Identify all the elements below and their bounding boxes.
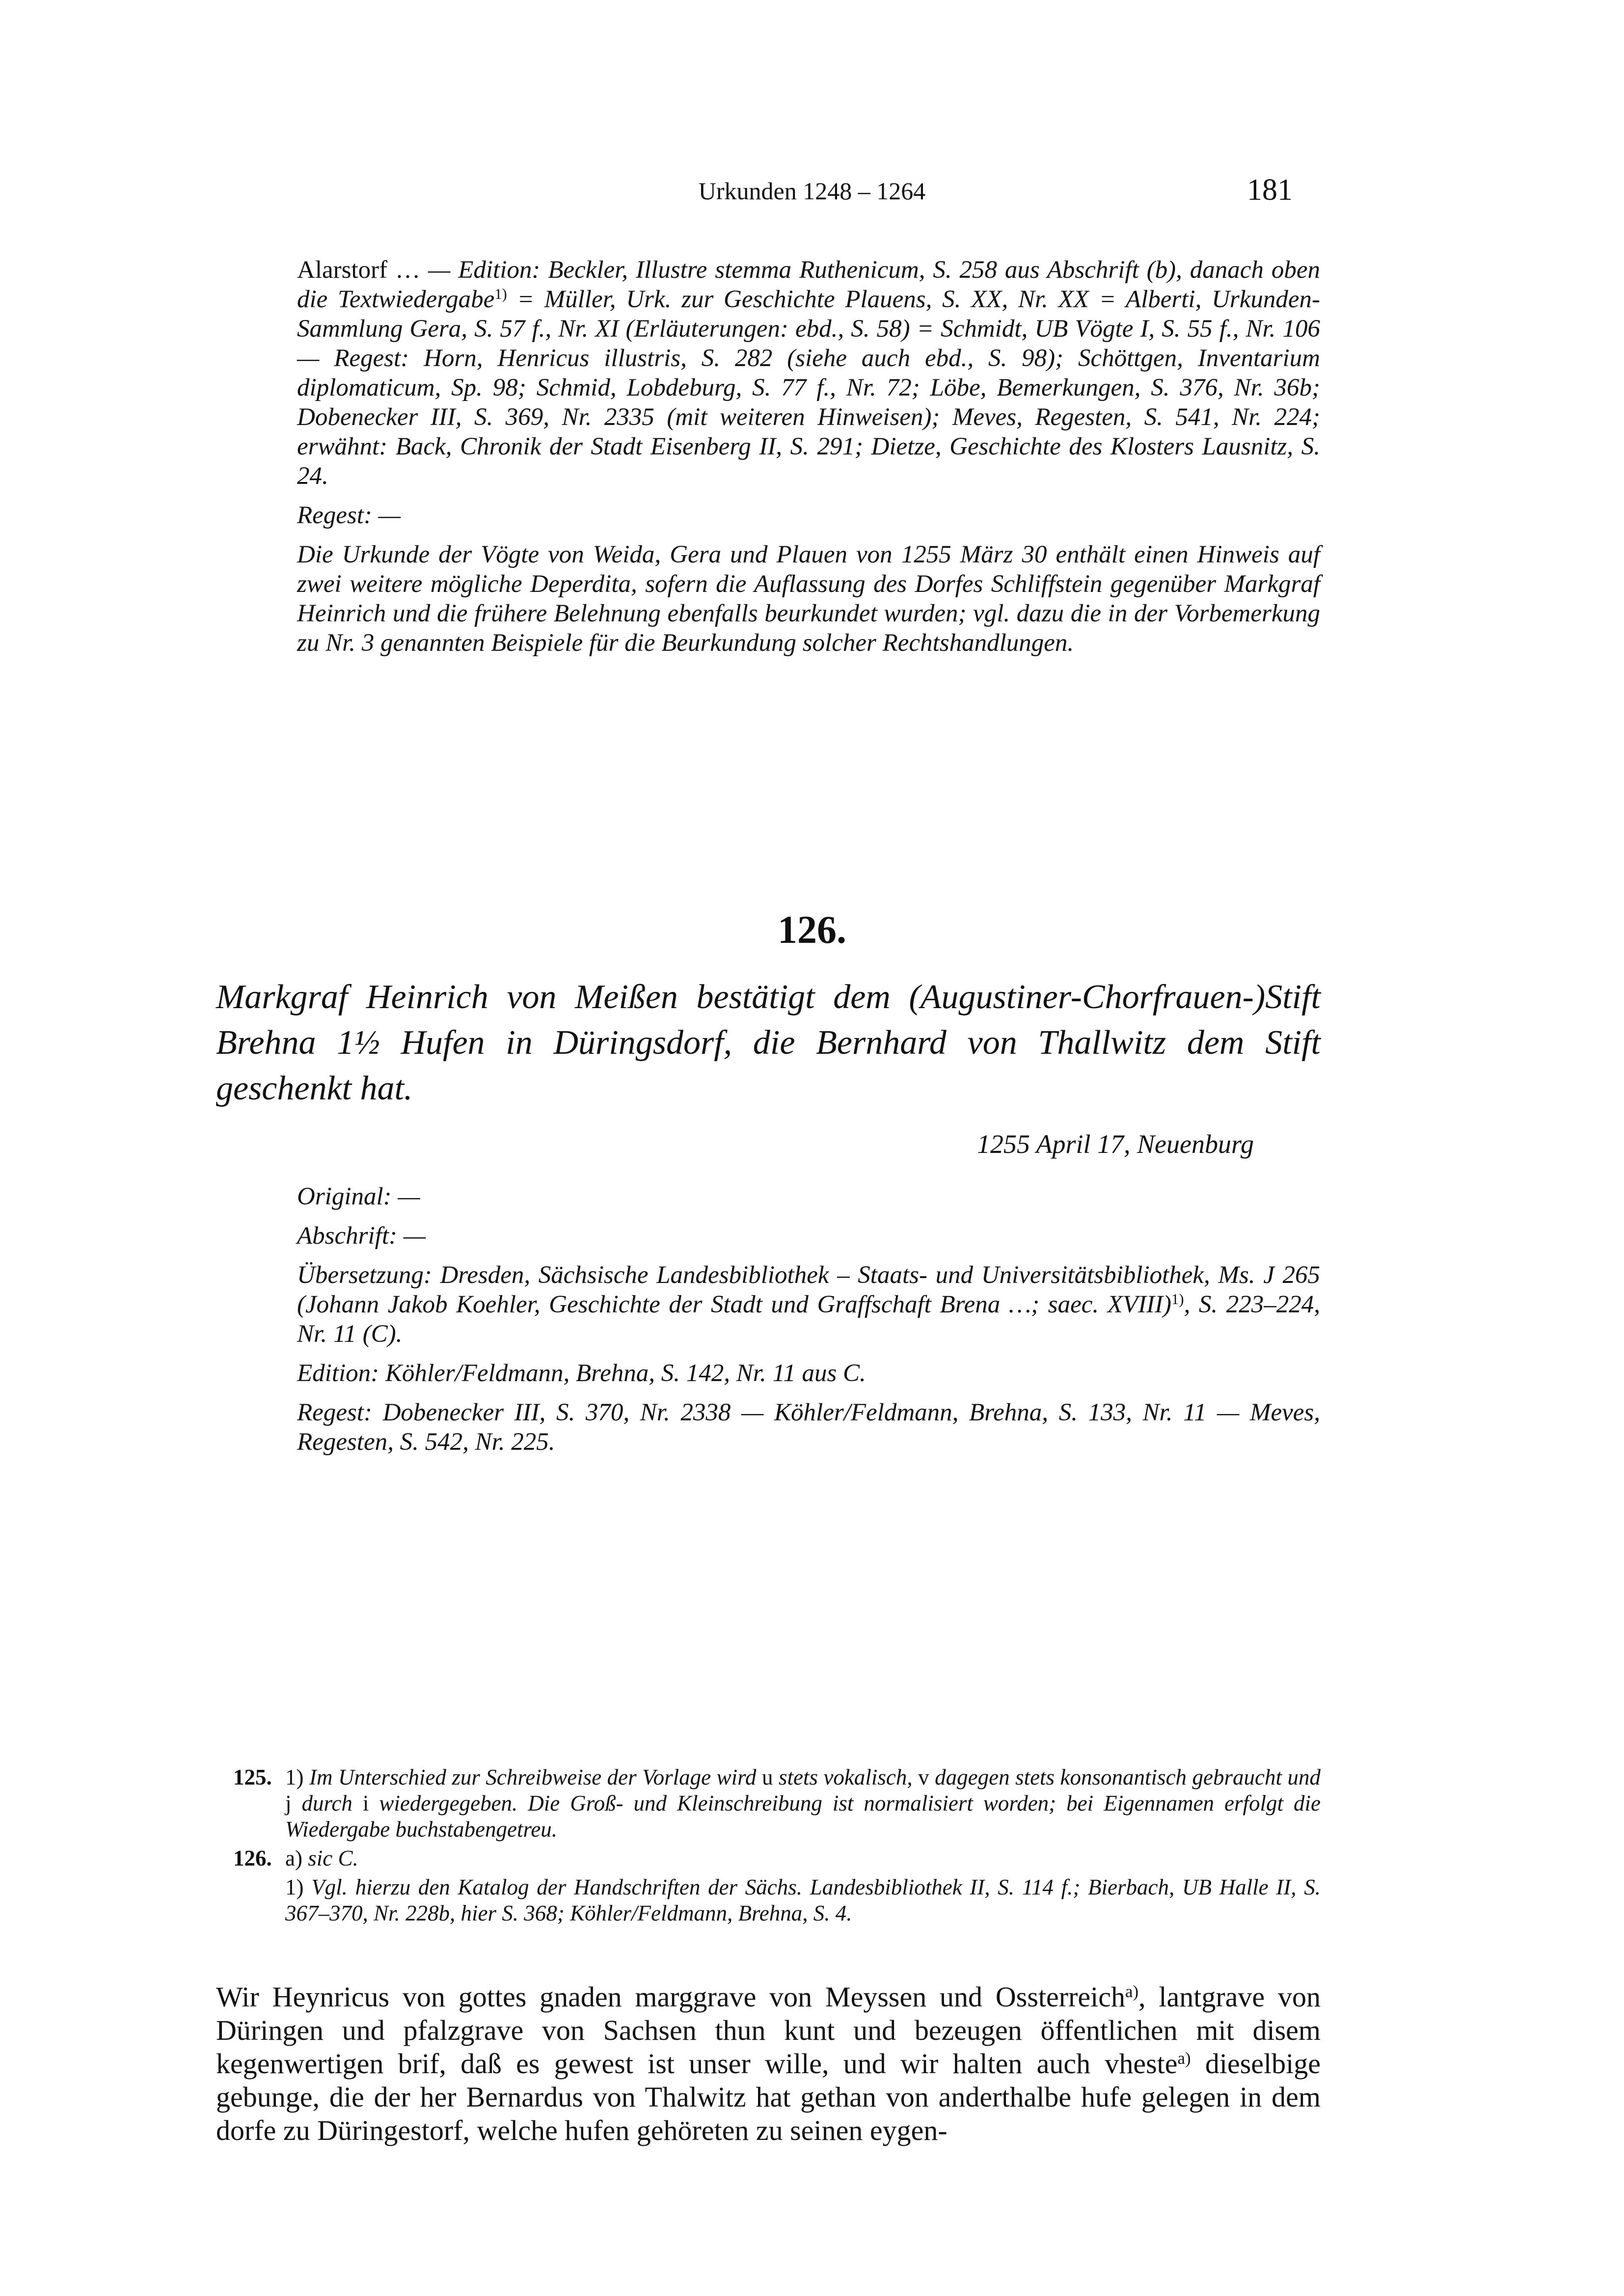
footnote-text-part: v [918,1765,929,1789]
footnote-text-part: Vgl. hierzu den Katalog der Handschriften der Sächs. Landesbibliothek II, S. 114 f.; Bierbach, UB Halle II, S. 367–370, Nr. 228b, hier S. 368; Köhler/Feldmann, Brehna, S. 4. [285,1875,1321,1925]
previous-entry-lead: Alarstorf … [297,256,421,284]
footnote-text-part: sic C. [308,1846,358,1870]
previous-entry-commentary: Die Urkunde der Vögte von Weida, Gera und Plauen von 1255 März 30 enthält einen Hinweis auf zwei weitere mögliche Deperdita, sofern die Auflassung des Dorfes Schliffstein gegenüber Markgraf Heinrich und die frühere Belehnung ebenfalls beurkundet wurden; vgl. dazu die in der Vorbemerkung zu Nr. 3 genannten Beispiele für die Beurkundung solcher Rechtshandlungen. [297,541,1320,657]
footnote-text-part: stets vokalisch, [773,1765,919,1789]
footnote-marker: 1) [285,1875,312,1899]
footnote-text-part: j [285,1791,292,1815]
footnote-text-part: durch [291,1791,363,1815]
document-number: 126. [778,908,846,952]
original-line: Original: — [297,1183,420,1210]
footnote-entry-number: 126. [233,1846,272,1870]
footnote-marker: a) [285,1846,308,1870]
page-number: 181 [1247,173,1293,207]
regest-line: Regest: Dobenecker III, S. 370, Nr. 2338 — Köhler/Feldmann, Brehna, S. 133, Nr. 11 — Meves, Regesten, S. 542, Nr. 225. [297,1399,1320,1456]
edition-line: Edition: Köhler/Feldmann, Brehna, S. 142, Nr. 11 aus C. [297,1360,866,1387]
charter-paragraph: Wir Heynricus von gottes gnaden marggrave von Meyssen und Ossterreich$^{a)}$, lantgrave von Düringen und pfalzgrave von Sachsen thun kunt und bezeugen öffentlichen mit disem kegenwertigen brif, daß es gewest ist unser wille, und wir halten auch vheste$^{a)}$ dieselbige gebunge, die der her Bernardus von Thalwitz hat gethan von anderthalbe hufe gelegen in dem dorfe zu Düringestorf, welche hufen gehöreten zu seinen eygen- [216,1981,1321,2146]
footnote-text-part: wiedergegeben. Die Groß- und Kleinschreibung ist normalisiert worden; bei Eigennamen erfolgt die Wiedergabe buchstabengetreu. [285,1791,1321,1842]
footnote-entry-number [233,1874,285,1926]
previous-entry-references: = Müller, Urk. zur Geschichte Plauens, S. XX, Nr. XX = Alberti, Urkunden-Sammlung Gera, S. 57 f., Nr. XI (Erläuterungen: ebd., S. 58) = Schmidt, UB Vögte I, S. 55 f., Nr. 106 — Regest: Horn, Henricus illustris, S. 282 (siehe auch ebd., S. 98); Schöttgen, Inventarium diplomaticum, Sp. 98; Schmid, Lobdeburg, S. 77 f., Nr. 72; Löbe, Bemerkungen, S. 376, Nr. 36b; Dobenecker III, S. 369, Nr. 2335 (mit weiteren Hinweisen); Meves, Regesten, S. 541, Nr. 224; erwähnt: Back, Chronik der Stadt Eisenberg II, S. 291; Dietze, Geschichte des Klosters Lausnitz, S. 24. [297,286,1320,490]
footnote-text-part: u [761,1765,773,1789]
footnote [233,1764,1321,1842]
footnote-marker: 1) [285,1765,309,1789]
previous-entry [297,255,1320,658]
document-tradition [297,1182,1320,1467]
uebersetzung-line: Übersetzung: Dresden, Sächsische Landesbibliothek – Staats- und Universitätsbibliothek, Ms. J 265 (Johann Jakob Koehler, Geschichte der Stadt und Graffschaft Brena …; saec. XVIII)$^{1)}$, S. 223–224, Nr. 11 (C). [297,1261,1321,1348]
footnote-ref: a) [1125,1981,1139,2001]
footnote-text [285,1845,1321,1871]
previous-entry-edition: — Edition: Beckler, Illustre stemma Ruthenicum, S. 258 aus Abschrift (b), danach oben die Textwiedergabe [297,256,1320,313]
footnotes [233,1764,1321,1929]
footnote [233,1874,1321,1926]
previous-entry-sources [297,255,1320,491]
running-header: Urkunden 1248 – 1264 [698,177,926,205]
document-title: Markgraf Heinrich von Meißen bestätigt dem (Augustiner-Chorfrauen-)Stift Brehna 1½ Hufen in Düringsdorf, die Bernhard von Thallwitz dem Stift geschenkt hat. [216,978,1321,1107]
footnote-ref: 1) [1171,1291,1184,1308]
footnote-text-part: Im Unterschied zur Schreibweise der Vorlage wird [309,1765,762,1789]
footnote-ref: 1) [494,286,507,303]
charter-text [216,1980,1321,2147]
abschrift-line: Abschrift: — [297,1222,426,1250]
footnote-text [285,1764,1321,1842]
footnote-ref: a) [1177,2048,1191,2068]
footnote-text-part: dagegen stets konsonantisch gebraucht und [929,1765,1321,1789]
footnote-text-part: i [362,1791,369,1815]
footnote [233,1845,1321,1871]
footnote-entry-number: 125. [233,1765,272,1789]
previous-entry-regest: Regest: — [297,502,401,529]
footnote-text [285,1874,1321,1926]
document-date-place: 1255 April 17, Neuenburg [977,1129,1254,1159]
